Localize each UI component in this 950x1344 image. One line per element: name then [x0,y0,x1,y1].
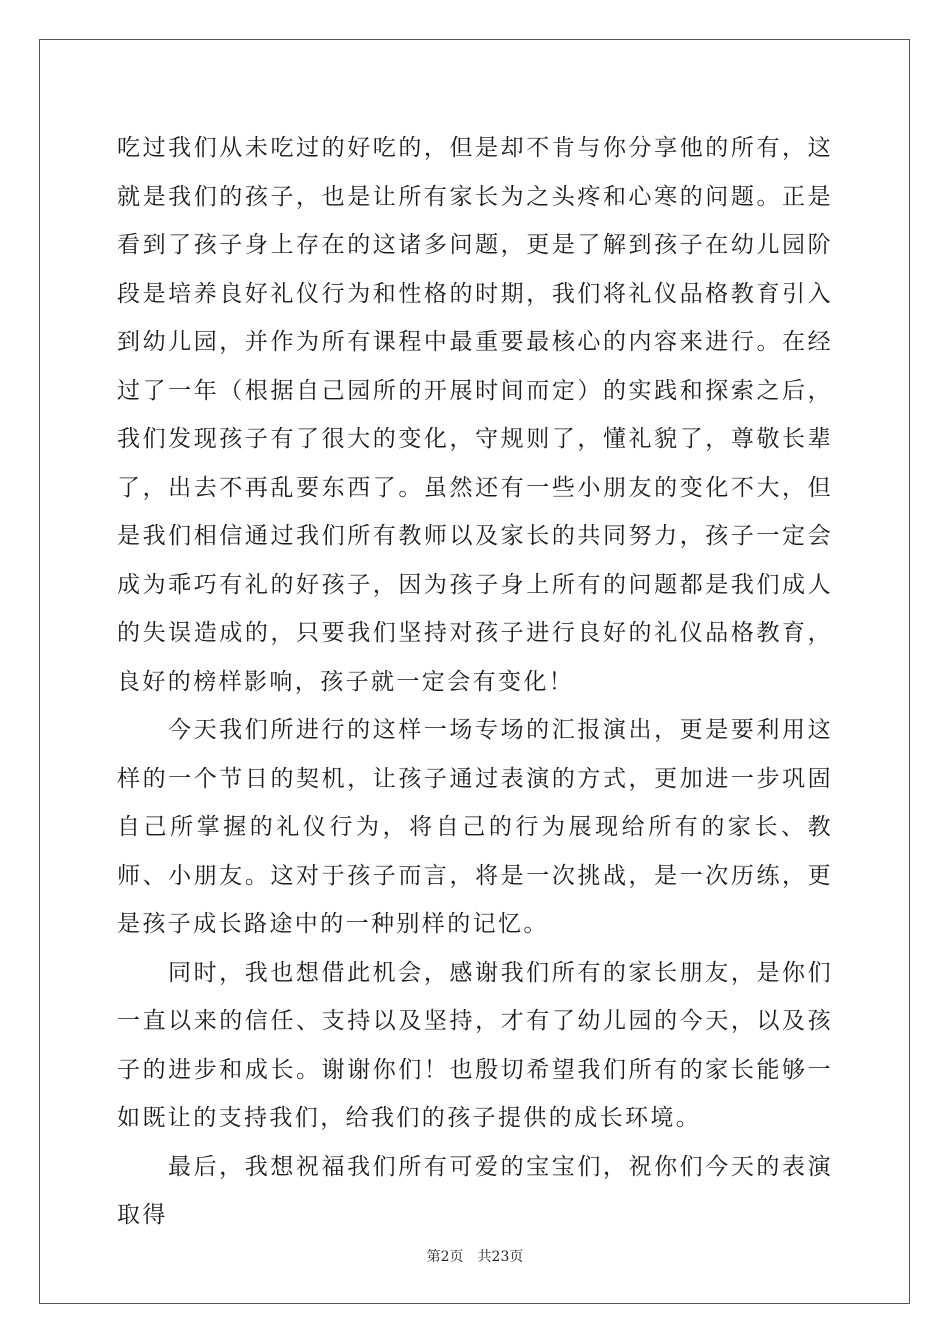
document-body [117,124,833,1240]
page-total: 共23页 [477,1249,524,1265]
paragraph-3: 同时，我也想借此机会，感谢我们所有的家长朋友，是你们一直以来的信任、支持以及坚持，才有了幼儿园的今天，以及孩子的进步和成长。谢谢你们！也殷切希望我们所有的家长能够一如既让的支持我们，给我们的孩子提供的成长环境。 [117,959,833,1131]
paragraph-4: 最后，我想祝福我们所有可爱的宝宝们，祝你们今天的表演取得 [117,1153,833,1228]
page-footer [0,1246,950,1266]
page-number: 第2页 [426,1249,464,1265]
paragraph-2: 今天我们所进行的这样一场专场的汇报演出，更是要利用这样的一个节日的契机，让孩子通过表演的方式，更加进一步巩固自己所掌握的礼仪行为，将自己的行为展现给所有的家长、教师、小朋友。这对于孩子而言，将是一次挑战，是一次历练，更是孩子成长路途中的一种别样的记忆。 [117,717,833,937]
paragraph-1: 吃过我们从未吃过的好吃的，但是却不肯与你分享他的所有，这就是我们的孩子，也是让所有家长为之头疼和心寒的问题。正是看到了孩子身上存在的这诸多问题，更是了解到孩子在幼儿园阶段是培养良好礼仪行为和性格的时期，我们将礼仪品格教育引入到幼儿园，并作为所有课程中最重要最核心的内容来进行。在经过了一年（根据自己园所的开展时间而定）的实践和探索之后，我们发现孩子有了很大的变化，守规则了，懂礼貌了，尊敬长辈了，出去不再乱要东西了。虽然还有一些小朋友的变化不大，但是我们相信通过我们所有教师以及家长的共同努力，孩子一定会成为乖巧有礼的好孩子，因为孩子身上所有的问题都是我们成人的失误造成的，只要我们坚持对孩子进行良好的礼仪品格教育，良好的榜样影响，孩子就一定会有变化！ [117,135,833,695]
